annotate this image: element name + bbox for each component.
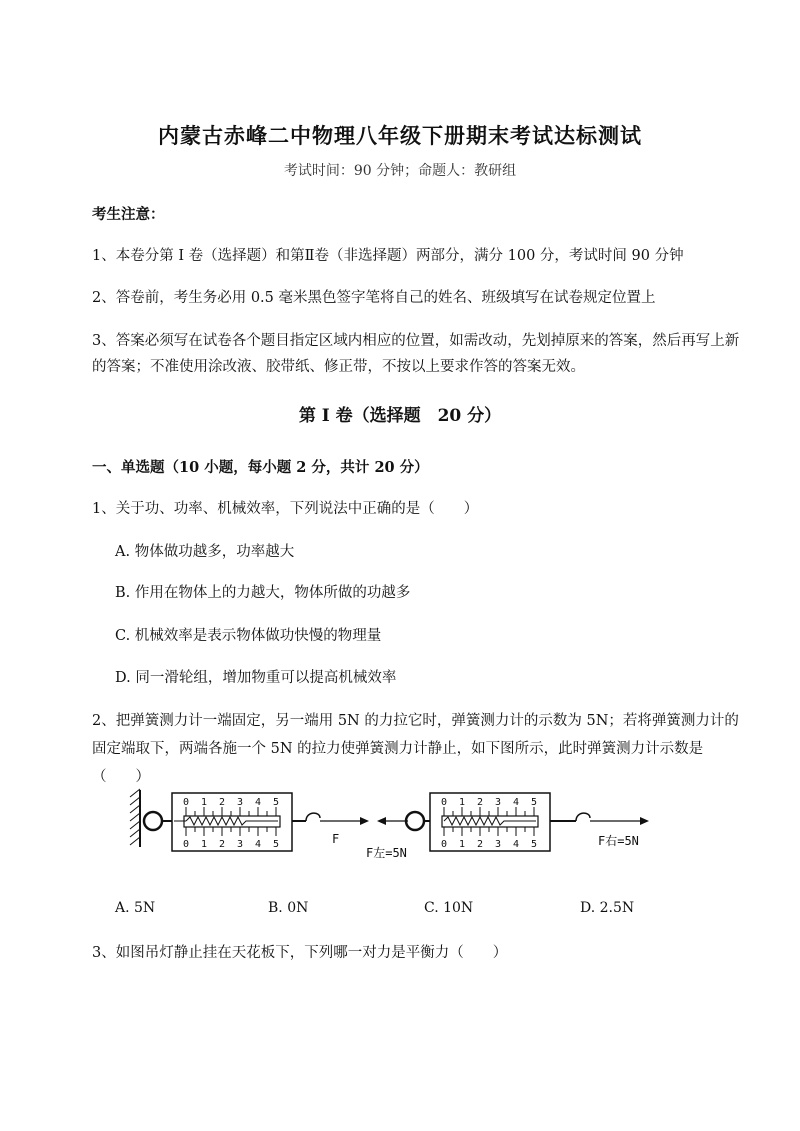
section-title: 第 I 卷（选择题 20 分） [298,406,502,426]
scale-label: 2 [476,839,484,850]
scale-label: 2 [476,797,484,808]
scale-label: 1 [458,797,466,808]
scale-label: 4 [512,797,520,808]
question-2-option-a: A. 5N [115,900,156,916]
scale-label: 4 [254,797,262,808]
scale-label: 4 [254,839,262,850]
notice-item-3: 3、答案必须写在试卷各个题目指定区域内相应的位置，如需改动，先划掉原来的答案，然后再写上新的答案；不准使用涂改液、胶带纸、修正带，不按以上要求作答的答案无效。 [92,333,740,375]
scale-label: 3 [236,797,244,808]
right-left-force-label: F左=5N [366,846,407,860]
scale-label: 2 [218,839,226,850]
scale-label: 3 [236,839,244,850]
notice-heading: 考生注意： [92,206,165,223]
scale-label: 0 [440,797,448,808]
left-spring-balance [144,793,369,851]
scale-label: 5 [530,797,538,808]
question-3-stem: 3、如图吊灯静止挂在天花板下，下列哪一对力是平衡力（ ） [92,945,508,961]
scale-label: 0 [440,839,448,850]
question-1-option-d: D. 同一滑轮组，增加物重可以提高机械效率 [115,670,397,686]
scale-label: 1 [200,797,208,808]
scale-label: 4 [512,839,520,850]
question-1-option-b: B. 作用在物体上的力越大，物体所做的功越多 [115,585,411,601]
question-1-option-a: A. 物体做功越多，功率越大 [115,544,295,560]
hook-icon [576,813,590,821]
question-1-option-c: C. 机械效率是表示物体做功快慢的物理量 [115,628,382,644]
part-title: 一、单选题（10 小题，每小题 2 分，共计 20 分） [92,459,429,476]
question-1-stem: 1、关于功、功率、机械效率，下列说法中正确的是（ ） [92,501,479,517]
wall-hatch [130,789,140,847]
question-2-option-d: D. 2.5N [580,900,635,916]
exam-info: 考试时间：90 分钟；命题人：教研组 [283,163,517,179]
page-title: 内蒙古赤峰二中物理八年级下册期末考试达标测试 [158,123,642,148]
notice-item-1: 1、本卷分第 I 卷（选择题）和第Ⅱ卷（非选择题）两部分，满分 100 分，考试时间 90 分钟 [92,248,684,264]
scale-label: 2 [218,797,226,808]
left-force-label: F [332,832,340,846]
scale-label: 0 [182,839,190,850]
right-spring-balance [366,793,649,860]
spring-balance-figure [128,785,668,865]
question-2-option-b: B. 0N [268,900,309,916]
right-right-force-label: F右=5N [598,834,639,848]
scale-label: 1 [458,839,466,850]
hook-icon [306,813,320,821]
question-2-option-c: C. 10N [424,900,474,916]
notice-item-2: 2、答卷前，考生务必用 0.5 毫米黑色签字笔将自己的姓名、班级填写在试卷规定位置上 [92,290,656,306]
scale-label: 5 [272,797,280,808]
scale-label: 5 [530,839,538,850]
scale-label: 3 [494,839,502,850]
scale-label: 3 [494,797,502,808]
scale-label: 1 [200,839,208,850]
scale-label: 0 [182,797,190,808]
scale-label: 5 [272,839,280,850]
question-2-stem: 2、把弹簧测力计一端固定，另一端用 5N 的力拉它时，弹簧测力计的示数为 5N；若将弹簧测力计的固定端取下，两端各施一个 5N 的拉力使弹簧测力计静止，如下图所示，此时弹簧测力计示数是（ ） [92,713,739,785]
